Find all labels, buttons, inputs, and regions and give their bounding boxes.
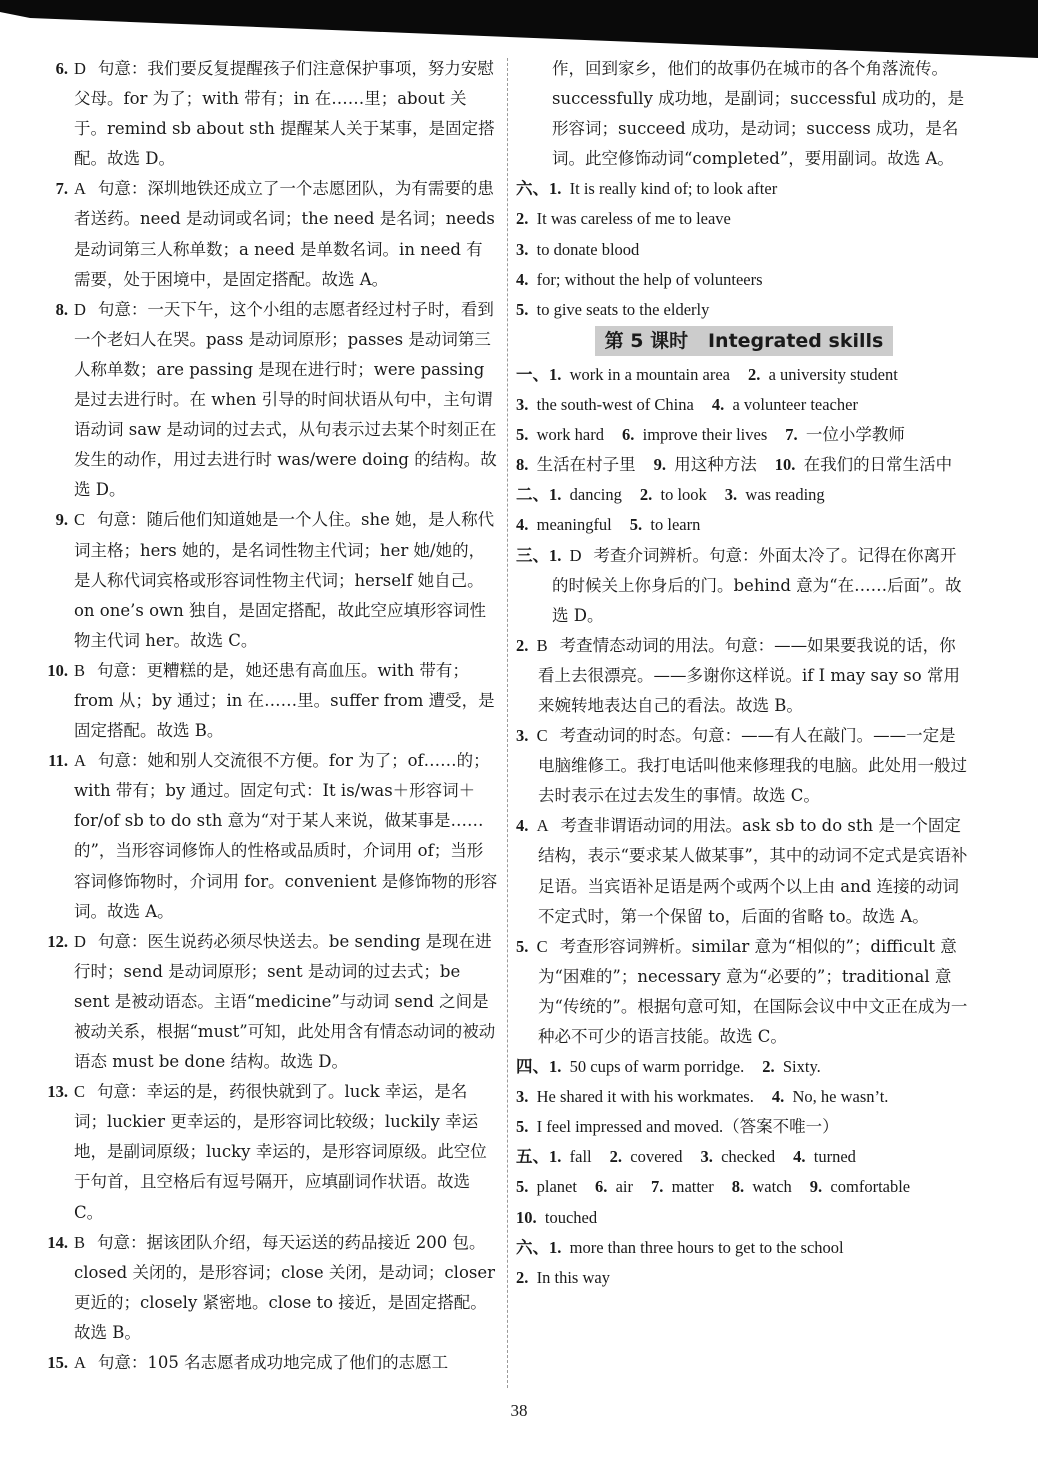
item-number: 9. [55,510,68,530]
item-number: 5. [516,425,529,445]
answer-item-15 [38,1348,498,1378]
explanation: 考查介词辨析。句意：外面太冷了。记得在你离开的时候关上你身后的门。behind 意为“在……后面”。故选 D。 [552,545,962,625]
answer-text: for; without the help of volunteers [536,269,763,289]
section-6-row-2 [516,204,972,234]
section-1-row-4 [516,450,972,480]
answer-text: 用这种方法 [674,455,757,475]
item-number: 2. [747,364,761,384]
answer-text: In this way [536,1267,610,1287]
answer-text: improve their lives [642,425,768,445]
section-3-item-3 [516,721,972,811]
section-6-row-1 [516,174,972,204]
answer-letter: D [569,545,582,565]
section-3-item-1 [516,541,972,631]
section-3-item-2 [516,631,972,721]
answer-letter: B [536,635,548,655]
item-number: 1. [549,1237,562,1257]
section-1-row-2 [516,390,972,420]
answer-text: work hard [536,425,604,445]
section-4-row-2 [516,1082,972,1112]
item-number: 3. [516,239,529,259]
section-6b-row-2 [516,1263,972,1293]
item-number: 11. [48,751,68,771]
item-number: 5. [516,936,529,956]
item-number: 7. [785,425,798,445]
answer-text: more than three hours to get to the school [569,1237,844,1257]
section-label: 六、 [516,1237,549,1257]
answer-letter: C [74,1082,86,1102]
answer-text: Sixty. [782,1057,821,1077]
answer-letter: A [74,751,86,771]
explanation: 句意：深圳地铁还成立了一个志愿团队，为有需要的患者送药。need 是动词或名词；the need 是名词；needs 是动词第三人称单数；a need 是单数名词。in need 有需要，处于困境中，是固定搭配。故选 A。 [74,179,495,289]
answer-text: 在我们的日常生活中 [803,455,953,475]
item-number: 9. [809,1177,823,1197]
section-6b-row-1 [516,1233,972,1263]
item-number: 9. [653,455,666,475]
column-divider [507,58,508,1388]
answer-text: matter [671,1177,714,1197]
answer-text: work in a mountain area [569,364,730,384]
item-number: 8. [731,1177,745,1197]
answer-item-8 [38,295,498,506]
item-number: 10. [47,660,68,680]
item-number: 1. [549,545,562,565]
answer-text: to donate blood [536,239,640,259]
item-number: 3. [724,485,738,505]
item-number: 7. [55,179,68,199]
answer-item-10 [38,656,498,746]
explanation: 句意：幸运的是，药很快就到了。luck 幸运，是名词；luckier 更幸运的，是形容词比较级；luckily 幸运地，是副词原级；lucky 幸运的，是形容词原级。此空位于句首，且空格后有逗号隔开，应填副词作状语。故选 C。 [74,1082,487,1222]
answer-text: I feel impressed and moved.（答案不唯一） [536,1117,839,1137]
answer-text: 50 cups of warm porridge. [569,1057,745,1077]
section-2-row-1 [516,480,972,510]
explanation: 句意：随后他们知道她是一个人住。she 她，是人称代词主格；hers 她的，是名词性物主代词；her 她/她的，是人称代词宾格或形容词性物主代词；herself 她自己。on one’s own 独自，是固定搭配，故此空应填形容词性物主代词 her。故选 C。 [74,510,495,650]
section-4-row-1 [516,1052,972,1082]
item-number: 3. [516,1087,529,1107]
explanation: 考查形容词辨析。similar 意为“相似的”；difficult 意为“困难的”；necessary 意为“必要的”；traditional 意为“传统的”。根据句意可知，在国际会议中中文正在成为一种必不可少的语言技能。故选 C。 [538,936,968,1046]
item-number: 4. [516,269,529,289]
section-3-item-5 [516,932,972,1052]
explanation: 句意：105 名志愿者成功地完成了他们的志愿工 [97,1353,449,1373]
item-number: 2. [516,209,529,229]
answer-letter: C [536,936,548,956]
section-3-item-4 [516,811,972,931]
explanation: 句意：更糟糕的是，她还患有高血压。with 带有；from 从；by 通过；in 在……里。suffer from 遭受，是固定搭配。故选 B。 [74,660,495,741]
explanation: 考查非谓语动词的用法。ask sb to do sth 是一个固定结构，表示“要求某人做某事”，其中的动词不定式是宾语补足语。当宾语补足语是两个或两个以上由 and 连接的动词不定式时，第一个保留 to，后面的省略 to。故选 A。 [538,816,968,926]
answer-text: a volunteer teacher [732,395,858,415]
answer-letter: C [536,726,548,746]
item-number: 6. [594,1177,608,1197]
answer-text: 一位小学教师 [805,425,905,445]
lesson-heading [516,326,972,357]
item-number: 13. [47,1082,68,1102]
explanation: 句意：一天下午，这个小组的志愿者经过村子时，看到一个老妇人在哭。pass 是动词原形；passes 是动词第三人称单数；are passing 是现在进行时；were passing 是过去进行时。在 when 引导的时间状语从句中，主句谓语动词 saw 是动词的过去式，从句表示过去某个时刻正在发生的动作，用过去进行时 was/were doing 的结构。故选 D。 [74,299,497,500]
answer-text: dancing [569,485,622,505]
item-number: 2. [639,485,653,505]
explanation: 考查动词的时态。句意：——有人在敲门。——一定是电脑维修工。我打电话叫他来修理我的电脑。此处用一般过去时表示在过去发生的事情。故选 C。 [538,726,967,806]
answer-item-7 [38,174,498,294]
item-number: 2. [516,1267,529,1287]
item-number: 2. [762,1057,775,1077]
answer-text: It is really kind of; to look after [569,179,778,199]
answer-letter: C [74,510,86,530]
item-number: 15. [47,1353,68,1373]
section-label: 四、 [516,1057,549,1077]
answer-text: touched [544,1207,598,1227]
answer-text: checked [721,1147,776,1167]
answer-text: to give seats to the elderly [536,299,710,319]
section-label: 五、 [516,1147,549,1167]
item-number: 3. [700,1147,713,1167]
answer-letter: B [74,1232,86,1252]
answer-item-12 [38,927,498,1077]
answer-text: was reading [745,485,825,505]
section-1-row-1 [516,360,972,390]
item-number: 14. [47,1232,68,1252]
item-number: 8. [55,299,68,319]
answer-text: the south-west of China [536,395,694,415]
answer-letter: A [74,179,86,199]
item-number: 1. [549,1057,562,1077]
section-6-row-3 [516,235,972,265]
item-number: 1. [549,364,562,384]
explanation: 句意：我们要反复提醒孩子们注意保护事项，努力安慰父母。for 为了；with 带有；in 在……里；about 关于。remind sb about sth 提醒某人关于某事，是固定搭配。故选 D。 [74,59,495,169]
item-number: 3. [516,395,529,415]
left-column [38,54,498,1378]
item-number: 5. [629,515,643,535]
section-label: 一、 [516,364,549,384]
answer-letter: D [74,59,86,78]
answer-item-6 [38,54,498,174]
answer-text: It was careless of me to leave [536,209,731,229]
item-number: 4. [516,816,529,836]
continuation-text: 作，回到家乡，他们的故事仍在城市的各个角落流传。successfully 成功地，是副词；successful 成功的，是形容词；succeed 成功，是动词；success 成功，是名词。此空修饰动词“completed”，要用副词。故选 A。 [552,59,965,169]
answer-text: meaningful [536,515,612,535]
answer-text: fall [569,1147,592,1167]
section-2-row-2 [516,510,972,540]
item-number: 5. [516,299,529,319]
item-number: 3. [516,726,529,746]
section-4-row-3 [516,1112,972,1142]
item-number: 4. [711,395,725,415]
answer-letter: D [74,299,86,319]
answer-text: a university student [768,364,898,384]
section-1-row-3 [516,420,972,450]
item-number: 6. [55,59,68,78]
explanation: 句意：医生说药必须尽快送去。be sending 是现在进行时；send 是动词原形；sent 是动词的过去式；be sent 是被动语态。主语“medicine”与动词 send 之间是被动关系，根据“must”可知，此处用含有情态动词的被动语态 must be done 结构。故选 D。 [74,931,496,1072]
item-number: 2. [516,635,529,655]
item-number: 10. [516,1207,537,1227]
answer-item-14 [38,1228,498,1348]
section-label: 二、 [516,485,549,505]
answer-text: turned [813,1147,856,1167]
answer-text: covered [630,1147,683,1167]
answer-text: He shared it with his workmates. [536,1087,754,1107]
explanation: 考查情态动词的用法。句意：——如果要我说的话，你看上去很漂亮。——多谢你这样说。if I may say so 常用来婉转地表达自己的看法。故选 B。 [538,635,960,715]
item-number: 5. [516,1177,529,1197]
answer-letter: B [74,660,86,680]
item-number: 2. [609,1147,622,1167]
section-label: 六、 [516,179,549,199]
section-label: 三、 [516,545,549,565]
explanation: 句意：她和别人交流很不方便。for 为了；of……的；with 带有；by 通过。固定句式：It is/was＋形容词＋for/of sb to do sth 意为“对于某人来说，做某事是……的”，当形容词修饰人的性格或品质时，介词用 of；当形容词修饰物时，介词用 for。convenient 是修饰物的形容词。故选 A。 [74,751,498,921]
answer-text: watch [752,1177,792,1197]
item-number: 5. [516,1117,529,1137]
answer-item-9 [38,505,498,655]
lesson-number: 第 5 课时 [604,329,689,352]
answer-letter: A [74,1353,86,1373]
item-number: 1. [549,1147,562,1167]
item-number: 6. [621,425,635,445]
right-column [516,54,972,1293]
section-5-row-2 [516,1172,972,1202]
answer-text: 生活在村子里 [536,455,636,475]
answer-letter: A [536,816,549,836]
item-number: 4. [771,1087,785,1107]
item-number: 4. [793,1147,806,1167]
page-number: 38 [510,1401,528,1420]
answer-text: No, he wasn’t. [792,1087,889,1107]
section-6-row-4 [516,265,972,295]
answer-text: to look [660,485,707,505]
answer-text: to learn [650,515,701,535]
answer-letter: D [74,931,86,951]
section-5-row-1 [516,1142,972,1172]
item-number: 4. [516,515,529,535]
lesson-title-box [595,326,894,356]
item-number: 1. [549,485,562,505]
section-6-row-5 [516,295,972,325]
answer-item-13 [38,1077,498,1227]
item-number: 12. [47,931,68,951]
answer-text: comfortable [830,1177,911,1197]
answer-text: air [615,1177,633,1197]
scan-edge-shadow [0,0,1038,60]
lesson-subtitle: Integrated skills [707,329,884,352]
answer-text: planet [536,1177,577,1197]
item-number: 1. [549,179,562,199]
explanation: 句意：据该团队介绍，每天运送的药品接近 200 包。closed 关闭的，是形容词；close 关闭，是动词；closer 更近的；closely 紧密地。close to 接近，是固定搭配。故选 B。 [74,1232,495,1342]
item-number: 7. [650,1177,664,1197]
answer-item-11 [38,746,498,927]
item-number: 10. [774,455,796,475]
section-5-row-3 [516,1203,972,1233]
item-number: 8. [516,455,529,475]
